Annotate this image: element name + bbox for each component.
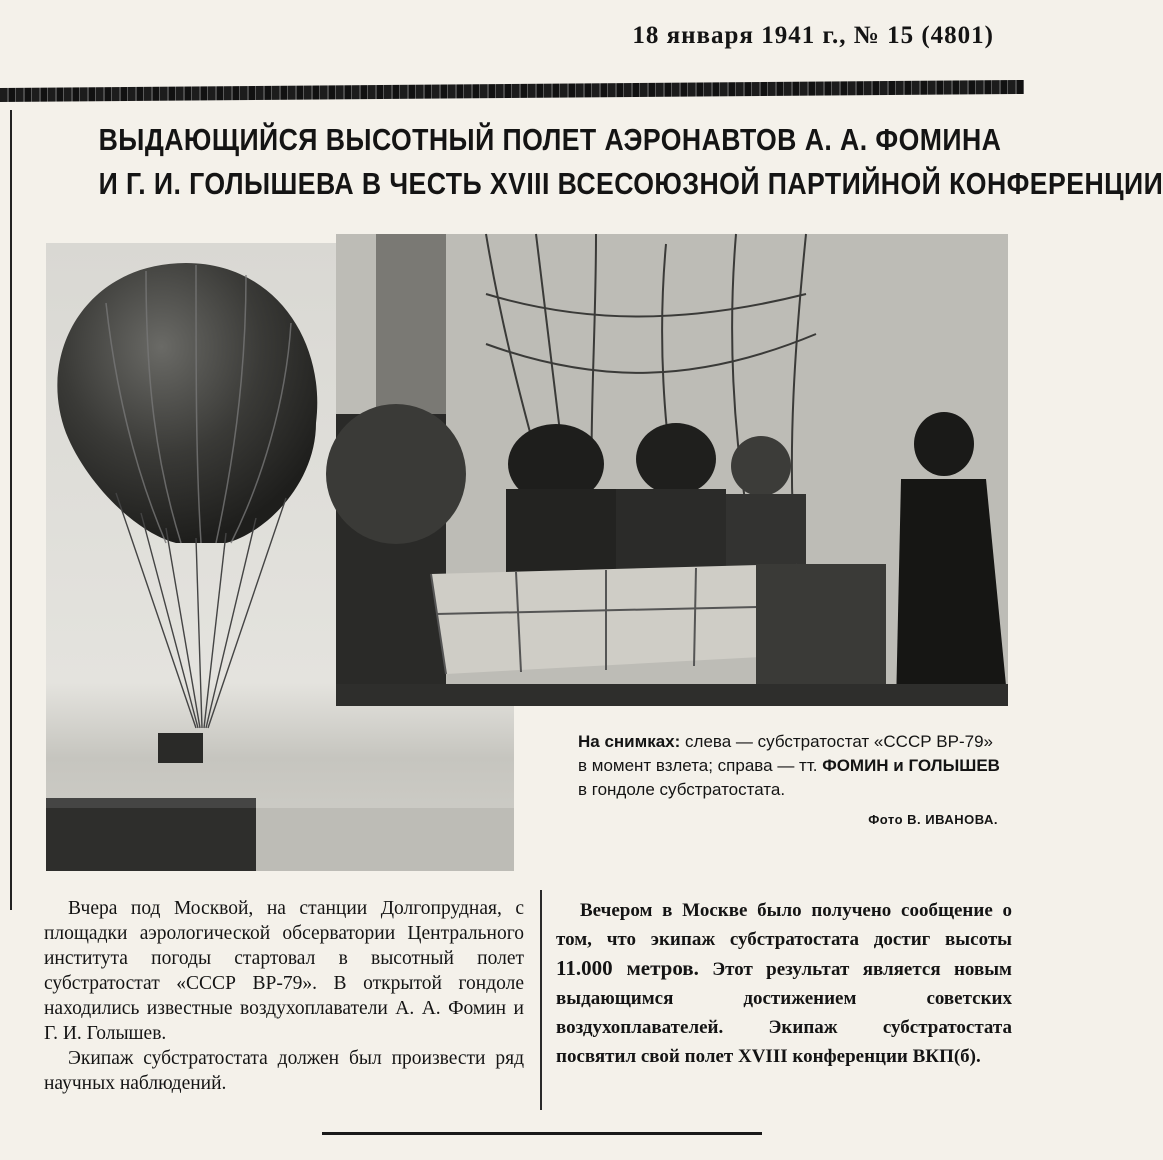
column-divider: [540, 890, 542, 1110]
caption-text: [578, 730, 1002, 802]
caption-part-1: слева — субстратостат «СССР ВР-79» в момент взлета; справа — тт.: [578, 732, 993, 775]
article-column-2: [556, 896, 1012, 1071]
column-2-text-a: Вечером в Москве было получено сообщение о том, что экипаж субстратостата достиг высоты: [556, 900, 1012, 950]
column-1-paragraph-1: Вчера под Москвой, на станции Долгопрудная, с площадки аэрологической обсерватории Центрального института погоды стартовал в высотный полет субстратостат «СССР ВР-79». В открытой гондоле находились известные воздухоплаватели А. А. Фомин и Г. И. Голышев.: [44, 898, 524, 1044]
photo-aeronauts-gondola: [336, 234, 1008, 706]
headline-line-1: ВЫДАЮЩИЙСЯ ВЫСОТНЫЙ ПОЛЕТ АЭРОНАВТОВ А. А. ФОМИНА: [98, 122, 1002, 157]
column-2-text-b: Этот результат является новым выдающимся достижением советских воздухоплавателей. Экипаж субстратостата посвятил свой полет XVIII конференции ВКП(б).: [556, 959, 1012, 1067]
headline: [98, 118, 1163, 206]
article-end-rule: [322, 1132, 762, 1135]
article-column-1: [44, 896, 524, 1096]
caption-part-2: в гондоле субстратостата.: [578, 780, 786, 799]
column-1-paragraph-2: Экипаж субстратостата должен был произвести ряд научных наблюдений.: [44, 1048, 524, 1094]
photo-credit: Фото В. ИВАНОВА.: [868, 812, 998, 827]
gondola-image: [336, 234, 1008, 706]
column-rule: [10, 110, 12, 910]
caption-lead: На снимках:: [578, 732, 681, 751]
altitude-record: 11.000 метров.: [556, 956, 699, 980]
headline-line-2: И Г. И. ГОЛЫШЕВА В ЧЕСТЬ XVIII ВСЕСОЮЗНОЙ ПАРТИЙНОЙ КОНФЕРЕНЦИИ: [98, 166, 1163, 201]
masthead-rule: [0, 80, 1024, 102]
column-2-paragraph: [556, 896, 1012, 1071]
dateline: 18 января 1941 г., № 15 (4801): [632, 22, 994, 49]
caption-names: ФОМИН и ГОЛЫШЕВ: [822, 756, 1000, 775]
photo-caption: [514, 708, 1008, 858]
